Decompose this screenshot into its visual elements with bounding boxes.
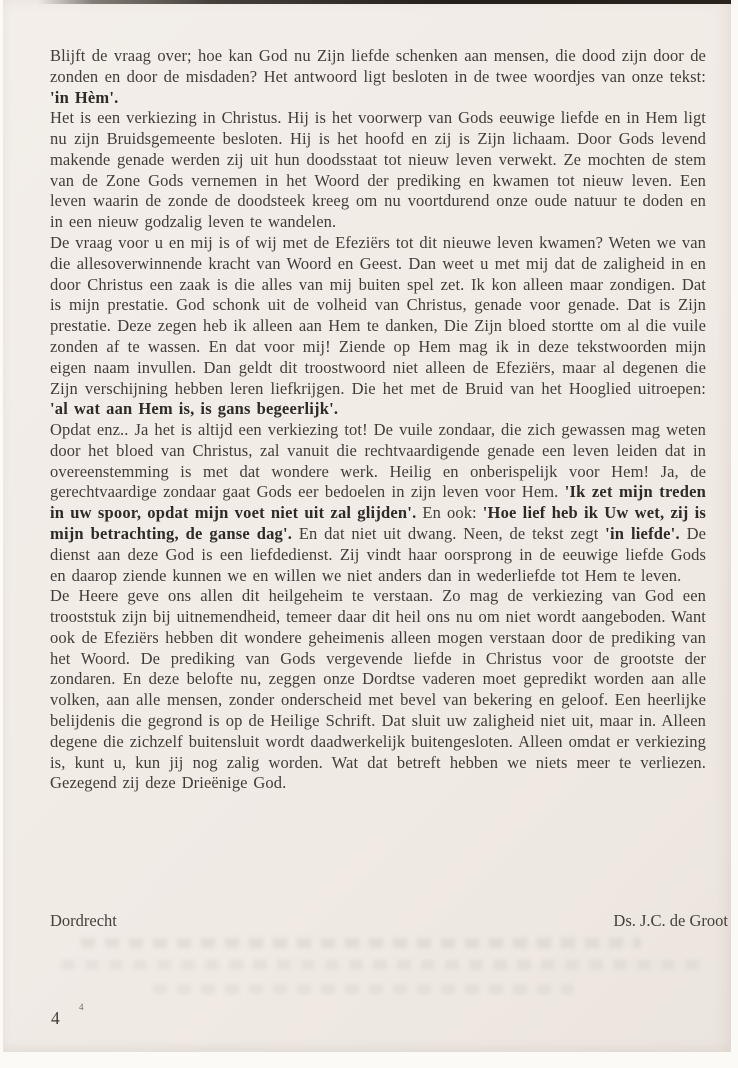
bold-quote-text: 'in liefde'. [605, 523, 680, 543]
bleedthrough-ghost-text [81, 938, 641, 948]
body-text [50, 46, 706, 794]
paragraph [50, 233, 706, 420]
paragraph-text: En dat niet uit dwang. Neen, de tekst zegt [292, 523, 606, 543]
scanned-page [3, 0, 731, 1052]
signature-place: Dordrecht [50, 911, 117, 930]
signature-author: Ds. J.C. de Groot [613, 911, 728, 930]
bold-quote-text: 'Ik zet mijn treden in uw spoor, opdat mijn voet niet uit zal glijden'. [50, 482, 706, 523]
bleedthrough-ghost-text [61, 960, 701, 970]
paragraph-text: En ook: [416, 503, 483, 523]
paragraph-text: De vraag voor u en mij is of wij met de Efeziërs tot dit nieuwe leven kwamen? Weten we van die allesoverwinnende kracht van Woord en Geest. Dan weet u met mij dat de zaligheid in en door Christus een zaak is die alles van mij buiten spel zet. Ik kon alleen maar zondigen. Dat is mijn prestatie. God schonk uit de volheid van Christus, genade voor genade. Dat is Zijn prestatie. Deze zegen heb ik alleen aan Hem te danken, Die Zijn bloed stortte om al die vuile zonden af te wassen. En dat voor mij! Ziende op Hem mag ik in deze tekstwoorden mijn eigen naam invullen. Dan geldt dit troostwoord niet alleen de Efeziërs, maar al degenen die Zijn verschijning hebben leren liefkrijgen. Die het met de Bruid van het Hooglied uitroepen: [50, 233, 706, 398]
paragraph-text: De dienst aan deze God is een liefdedienst. Zij vindt haar oorsprong in de eeuwige liefde Gods en daarop ziende kunnen we en willen we niet anders dan in wederliefde tot Hem te leven. [50, 523, 707, 585]
stray-print-mark: 4 [79, 1002, 84, 1012]
paragraph [50, 108, 706, 233]
paragraph-text: Het is een verkiezing in Christus. Hij is het voorwerp van Gods eeuwige liefde en in Hem ligt nu zijn Bruidsgemeente besloten. Hij is het hoofd en zij is Zijn lichaam. Door Gods levend makende genade werden zij uit hun doodsstaat tot nieuw leven verwekt. Ze mochten de stem van de Zone Gods vernemen in het Woord der prediking en kwamen tot nieuw leven. Een leven waarin de zonde de doodsteek kreeg om nu voortdurend onze oude natuur te doden en in een nieuw godzalig leven te wandelen. [50, 108, 706, 232]
paragraph-text: De Heere geve ons allen dit heilgeheim te verstaan. Zo mag de verkiezing van God een trooststuk zijn bij uitnemendheid, temeer daar dit heil ons nu om niet wordt aangeboden. Want ook de Efeziërs hebben dit wondere geheimenis alleen mogen verstaan door de prediking van het Woord. De prediking van Gods vergevende liefde in Christus voor de grootste der zondaren. En deze belofte nu, zeggen onze Dordtse vaderen moet gepredikt worden aan alle volken, aan alle mensen, zonder onderscheid met bevel van bekering en geloof. Een heerlijke belijdenis die gegrond is op de Heilige Schrift. Dat sluit uw zaligheid niet uit, maar in. Alleen degene die zichzelf buitensluit wordt daadwerkelijk buitengesloten. Alleen omdat er verkiezing is, kunt u, kun jij nog zalig worden. Wat dat betreft hebben we niets meer te verliezen. Gezegend zij deze Drieënige God. [50, 586, 706, 793]
paragraph-text: Opdat enz.. Ja het is altijd een verkiezing tot! De vuile zondaar, die zich gewassen mag weten door het bloed van Christus, zal vanuit die rechtvaardigende genade een leven leiden dat in overeenstemming is met dat wondere werk. Heilig en onberispelijk voor Hem! Ja, de gerechtvaardige zondaar gaat Gods eer bedoelen in zijn leven voor Hem. [50, 420, 706, 502]
bold-quote-text: 'al wat aan Hem is, is gans begeerlijk'. [50, 399, 339, 419]
page-number: 4 [51, 1008, 60, 1028]
paragraph [50, 420, 706, 586]
scan-top-edge-line [38, 0, 731, 4]
bold-quote-text: 'Hoe lief heb ik Uw wet, zij is mijn betrachting, de ganse dag'. [50, 503, 706, 543]
paragraph-text: Blijft de vraag over; hoe kan God nu Zijn liefde schenken aan mensen, die dood zijn door de zonden en door de misdaden? Het antwoord ligt besloten in de twee woordjes van onze tekst: [50, 46, 706, 86]
paragraph [50, 586, 706, 794]
paragraph [50, 46, 706, 108]
bold-quote-text: 'in Hèm'. [50, 87, 119, 107]
bleedthrough-ghost-text [153, 984, 573, 994]
signature-row [50, 911, 728, 931]
